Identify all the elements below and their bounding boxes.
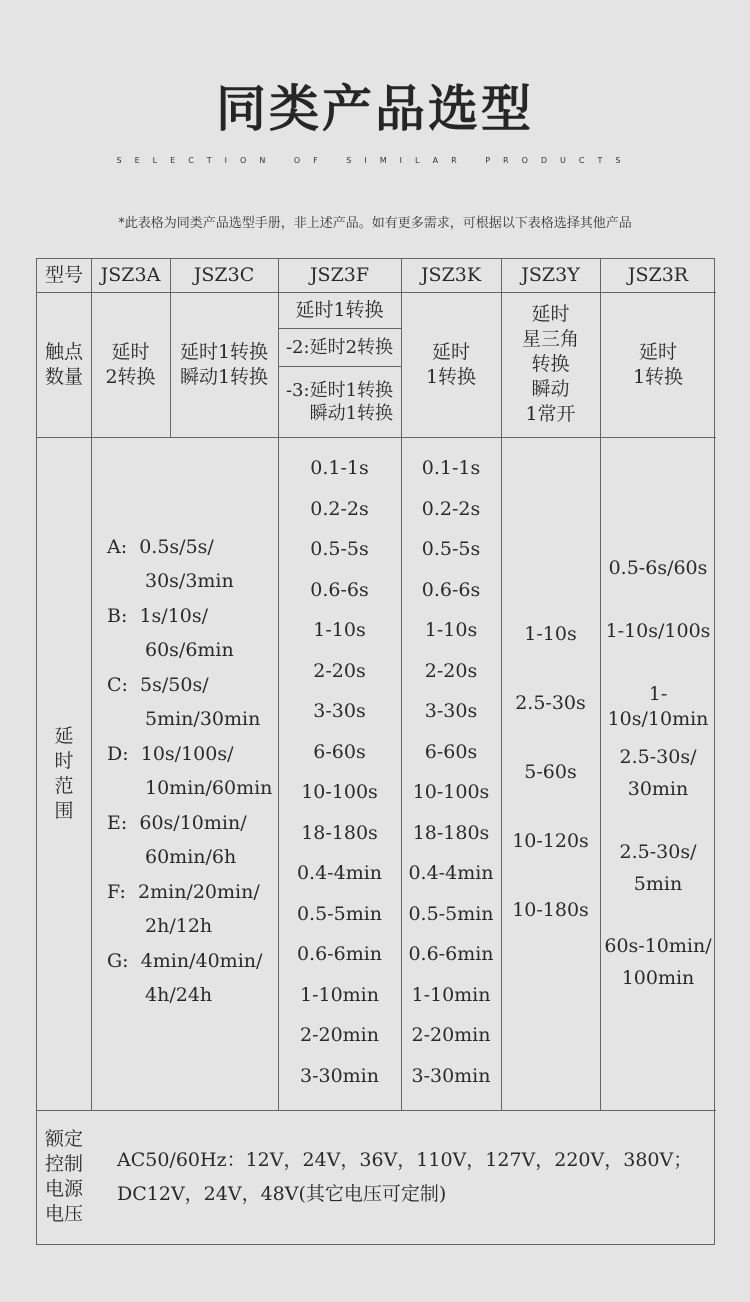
model-jsz3c: JSZ3C: [193, 264, 255, 286]
range-item: 30min: [627, 778, 689, 800]
contacts-jsz3f-2: -2:延时2转换: [285, 336, 394, 358]
range-item: 1-10s: [313, 619, 366, 641]
contacts-jsz3c: 延时1转换 瞬动1转换: [179, 340, 269, 388]
voltage-ac: AC50/60Hz：12V，24V，36V，110V，127V，220V，380V；: [117, 1149, 693, 1171]
model-jsz3f: JSZ3F: [309, 264, 370, 286]
range-group-b: B: 1s/10s/ 60s/6min: [107, 605, 234, 661]
range-item: 10-180s: [512, 899, 589, 921]
range-item: 6-60s: [424, 741, 478, 763]
range-item: 10-100s: [301, 781, 378, 803]
model-jsz3r: JSZ3R: [627, 264, 689, 286]
range-item: 0.6-6s: [421, 579, 481, 601]
range-item: 6-60s: [313, 741, 366, 763]
range-jsz3r: [600, 437, 716, 1110]
model-jsz3a: JSZ3A: [100, 264, 161, 286]
row-label-model: 型号: [44, 264, 83, 286]
range-group-a: A: 0.5s/5s/ 30s/3min: [107, 536, 234, 592]
page-subtitle: SELECTION OF SIMILAR PRODUCTS: [116, 156, 634, 165]
range-group-e: E: 60s/10min/ 60min/6h: [107, 812, 247, 868]
range-item: 0.5-6s/60s: [608, 557, 708, 579]
range-item: 0.6-6min: [408, 943, 494, 965]
range-group-g: G: 4min/40min/ 4h/24h: [107, 950, 263, 1006]
range-item: 3-30s: [424, 700, 478, 722]
contacts-jsz3k: 延时 1转换: [425, 340, 477, 388]
product-selection-table: [36, 258, 715, 1245]
row-label-range: 延 时 范 围: [54, 724, 74, 822]
range-item: 2.5-30s/: [619, 841, 697, 863]
range-item: 0.5-5min: [296, 903, 383, 925]
page-title: 同类产品选型: [216, 80, 534, 138]
range-item: 10-100s: [412, 781, 490, 803]
range-group-c: C: 5s/50s/ 5min/30min: [107, 674, 261, 730]
voltage-values: [117, 1110, 712, 1244]
table-note: *此表格为同类产品选型手册，非上述产品。如有更多需求，可根据以下表格选择其他产品: [118, 216, 632, 231]
range-item: 2-20min: [299, 1024, 379, 1046]
range-group-d: D: 10s/100s/ 10min/60min: [107, 743, 273, 799]
range-item: 3-30s: [313, 700, 366, 722]
range-jsz3y: [501, 437, 600, 1110]
range-item: 0.2-2s: [310, 498, 369, 520]
row-label-contacts: 触点 数量: [44, 340, 83, 388]
range-item: 2.5-30s: [515, 692, 586, 714]
range-item: 2-20s: [424, 660, 478, 682]
range-jsz3f: [278, 437, 401, 1110]
range-item: 0.4-4min: [408, 862, 494, 884]
range-item: 1-10min: [299, 984, 379, 1006]
range-item: 0.5-5s: [310, 538, 369, 560]
range-item: 0.5-5s: [421, 538, 481, 560]
range-item: 18-180s: [412, 822, 490, 844]
range-jsz3k: [401, 437, 501, 1110]
range-item: 1-10s: [424, 619, 478, 641]
range-item: 3-30min: [299, 1065, 379, 1087]
range-group-f: F: 2min/20min/ 2h/12h: [107, 881, 260, 937]
range-item: 1-10s: [524, 623, 577, 645]
range-item: 1-10s/100s: [605, 620, 711, 642]
range-item: 0.1-1s: [310, 457, 369, 479]
range-item: 0.6-6s: [310, 579, 369, 601]
range-item: 10-120s: [512, 830, 589, 852]
range-item: 0.6-6min: [296, 943, 383, 965]
range-item: 5-60s: [524, 761, 577, 783]
range-item: 2-20min: [411, 1024, 491, 1046]
contacts-jsz3r: 延时 1转换: [632, 340, 684, 388]
range-item: 0.2-2s: [421, 498, 481, 520]
model-jsz3y: JSZ3Y: [521, 264, 580, 286]
range-item: 2.5-30s/: [619, 746, 697, 768]
model-jsz3k: JSZ3K: [420, 264, 482, 286]
contacts-jsz3f-3: -3:延时1转换 瞬动1转换: [285, 379, 394, 424]
range-item: 5min: [633, 873, 683, 895]
contacts-jsz3a: 延时 2转换: [105, 340, 156, 388]
range-item: 0.1-1s: [421, 457, 481, 479]
range-item: 0.4-4min: [296, 862, 383, 884]
range-item: 18-180s: [301, 822, 378, 844]
contacts-jsz3f-1: 延时1转换: [295, 298, 384, 321]
range-jsz3a: [91, 437, 278, 1110]
voltage-dc: DC12V，24V，48V(其它电压可定制): [117, 1183, 447, 1205]
range-item: 1-10s/10min: [607, 683, 709, 730]
range-item: 2-20s: [313, 660, 366, 682]
range-item: 3-30min: [411, 1065, 491, 1087]
range-item: 100min: [621, 967, 695, 989]
row-label-voltage: 额定 控制 电源 电压: [44, 1128, 83, 1225]
contacts-jsz3y: 延时 星三角 转换 瞬动 1常开: [521, 303, 579, 425]
range-item: 60s-10min/: [604, 935, 712, 957]
range-item: 1-10min: [411, 984, 491, 1006]
range-item: 0.5-5min: [408, 903, 494, 925]
